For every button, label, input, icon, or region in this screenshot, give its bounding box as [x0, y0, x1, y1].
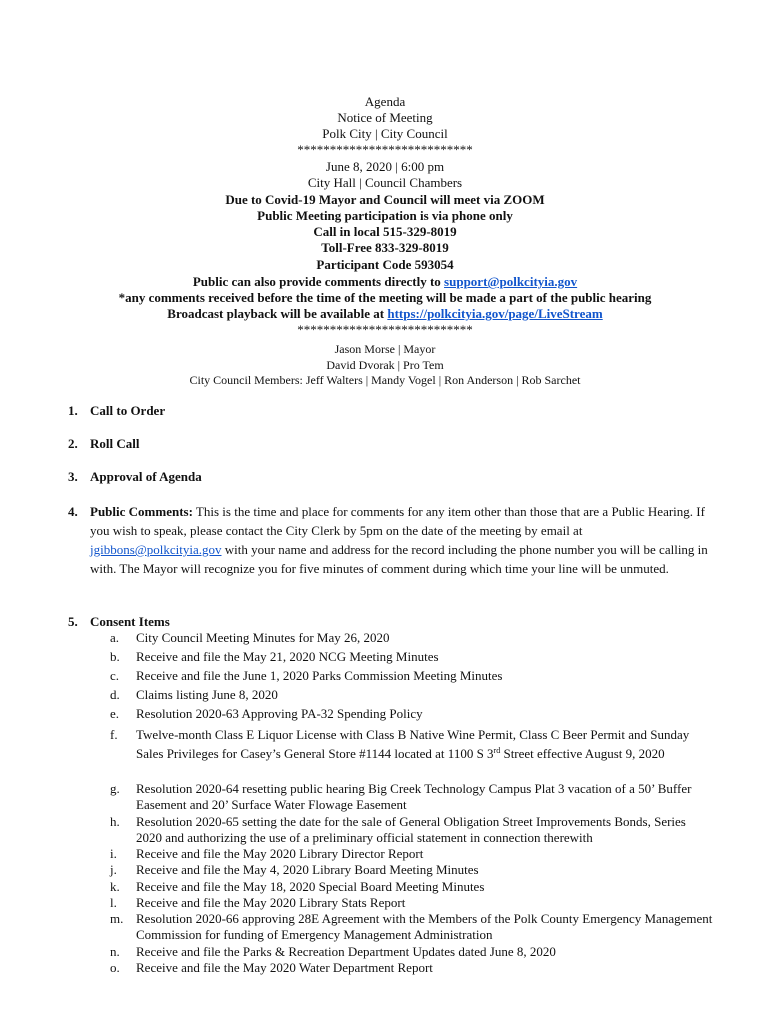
item-number: 1.: [68, 403, 78, 418]
agenda-item-call-to-order: [68, 403, 165, 419]
call-local-number: Call in local 515-329-8019: [313, 224, 457, 239]
phone-only-notice: Public Meeting participation is via phone only: [257, 208, 513, 223]
sub-text: Receive and file the May 2020 Library Director Report: [136, 846, 424, 861]
agenda-heading: Agenda: [364, 94, 406, 109]
item-label: Roll Call: [90, 436, 140, 451]
star-divider-top: ***************************: [297, 142, 473, 157]
agenda-item-roll-call: [68, 436, 139, 452]
sub-letter: h.: [110, 814, 120, 829]
star-divider-bottom: ***************************: [297, 322, 473, 337]
council-members-line: City Council Members: Jeff Walters | Mandy Vogel | Ron Anderson | Rob Sarchet: [189, 373, 581, 387]
agenda-item-consent: [68, 614, 170, 630]
item-number: 2.: [68, 436, 78, 451]
sub-text-part: Street effective August 9, 2020: [500, 746, 665, 761]
sub-text: Receive and file the Parks & Recreation Department Updates dated June 8, 2020: [136, 944, 556, 959]
public-comments-text-b: with your name and address for the record including the phone number you will be calling in with. The Mayor will recognize you for five minutes of comment during which time your line will be unmuted.: [90, 542, 708, 576]
item-label: Public Comments:: [90, 504, 193, 519]
agenda-item-approval: [68, 469, 202, 485]
covid-notice: Due to Covid-19 Mayor and Council will meet via ZOOM: [225, 192, 545, 207]
consent-item-f: [110, 725, 715, 763]
sub-letter: m.: [110, 911, 124, 926]
consent-item-i: [110, 846, 715, 862]
sub-text: Receive and file the May 21, 2020 NCG Meeting Minutes: [136, 649, 439, 664]
sub-letter: j.: [110, 862, 117, 877]
ordinal-suffix: rd: [493, 746, 501, 755]
sub-text: Resolution 2020-65 setting the date for the sale of General Obligation Street Improvements Bonds, Series 2020 and authorizing the use of a preliminary official statement in connection therewith: [136, 814, 686, 845]
item-label: Consent Items: [90, 614, 170, 629]
clerk-email-link[interactable]: jgibbons@polkcityia.gov: [90, 542, 222, 557]
item-label: Approval of Agenda: [90, 469, 202, 484]
agenda-item-public-comments: [68, 502, 715, 578]
consent-item-n: [110, 944, 715, 960]
item-number: 5.: [68, 614, 78, 629]
consent-item-j: [110, 862, 715, 878]
sub-text: Receive and file the May 18, 2020 Special Board Meeting Minutes: [136, 879, 485, 894]
sub-letter: n.: [110, 944, 120, 959]
consent-item-g: [110, 781, 715, 813]
sub-letter: o.: [110, 960, 120, 975]
comments-line: [0, 274, 770, 290]
consent-item-a: [110, 630, 715, 646]
sub-letter: a.: [110, 630, 120, 645]
consent-item-m: [110, 911, 715, 943]
sub-letter: f.: [110, 727, 118, 742]
livestream-link[interactable]: https://polkcityia.gov/page/LiveStream: [387, 306, 603, 321]
sub-text: Resolution 2020-63 Approving PA-32 Spending Policy: [136, 706, 423, 721]
sub-text: Resolution 2020-66 approving 28E Agreement with the Members of the Polk County Emergency Management Commission for funding of Emergency Management Administration: [136, 911, 713, 942]
consent-item-k: [110, 879, 715, 895]
sub-letter: g.: [110, 781, 120, 796]
meeting-date: June 8, 2020 | 6:00 pm: [325, 159, 445, 174]
sub-letter: d.: [110, 687, 120, 702]
sub-letter: l.: [110, 895, 117, 910]
sub-letter: k.: [110, 879, 120, 894]
broadcast-prefix: Broadcast playback will be available at: [167, 306, 388, 321]
broadcast-line: [0, 306, 770, 322]
item-number: 3.: [68, 469, 78, 484]
sub-text: Receive and file the May 4, 2020 Library Board Meeting Minutes: [136, 862, 479, 877]
sub-text: Receive and file the May 2020 Water Department Report: [136, 960, 433, 975]
notice-heading: Notice of Meeting: [337, 110, 433, 125]
consent-item-h: [110, 814, 715, 846]
mayor-line: Jason Morse | Mayor: [334, 342, 436, 356]
pro-tem-line: David Dvorak | Pro Tem: [326, 358, 444, 372]
meeting-location: City Hall | Council Chambers: [307, 175, 463, 190]
org-heading: Polk City | City Council: [322, 126, 448, 141]
sub-text: Receive and file the May 2020 Library Stats Report: [136, 895, 406, 910]
sub-text: Resolution 2020-64 resetting public hearing Big Creek Technology Campus Plat 3 vacation of a 50’ Buffer Easement and 20’ Surface Water Flowage Easement: [136, 781, 692, 812]
consent-item-d: [110, 687, 715, 703]
support-email-link[interactable]: support@polkcityia.gov: [444, 274, 578, 289]
consent-item-e: [110, 706, 715, 722]
sub-text: City Council Meeting Minutes for May 26, 2020: [136, 630, 390, 645]
hearing-note: *any comments received before the time of the meeting will be made a part of the public hearing: [118, 290, 652, 305]
consent-item-c: [110, 668, 715, 684]
sub-letter: i.: [110, 846, 117, 861]
sub-text-part: Twelve-month Class E Liquor License with Class B Native Wine Permit, Class C Beer Permit and Sunday Sales Privileges for Casey’s General Store #1144 located at 1100 S 3: [136, 727, 690, 761]
sub-letter: b.: [110, 649, 120, 664]
consent-item-l: [110, 895, 715, 911]
comments-prefix: Public can also provide comments directly to: [192, 274, 445, 289]
item-label: Call to Order: [90, 403, 166, 418]
sub-text: [136, 725, 715, 763]
toll-free-number: Toll-Free 833-329-8019: [321, 240, 449, 255]
sub-letter: e.: [110, 706, 120, 721]
sub-text: Claims listing June 8, 2020: [136, 687, 278, 702]
item-number: 4.: [68, 504, 78, 519]
sub-text: Receive and file the June 1, 2020 Parks Commission Meeting Minutes: [136, 668, 503, 683]
public-comments-text-a: This is the time and place for comments for any item other than those that are a Public Hearing. If you wish to speak, please contact the City Clerk by 5pm on the date of the meeting by email at: [90, 504, 705, 538]
sub-letter: c.: [110, 668, 120, 683]
consent-item-b: [110, 649, 715, 665]
consent-item-o: [110, 960, 715, 976]
participant-code: Participant Code 593054: [316, 257, 454, 272]
